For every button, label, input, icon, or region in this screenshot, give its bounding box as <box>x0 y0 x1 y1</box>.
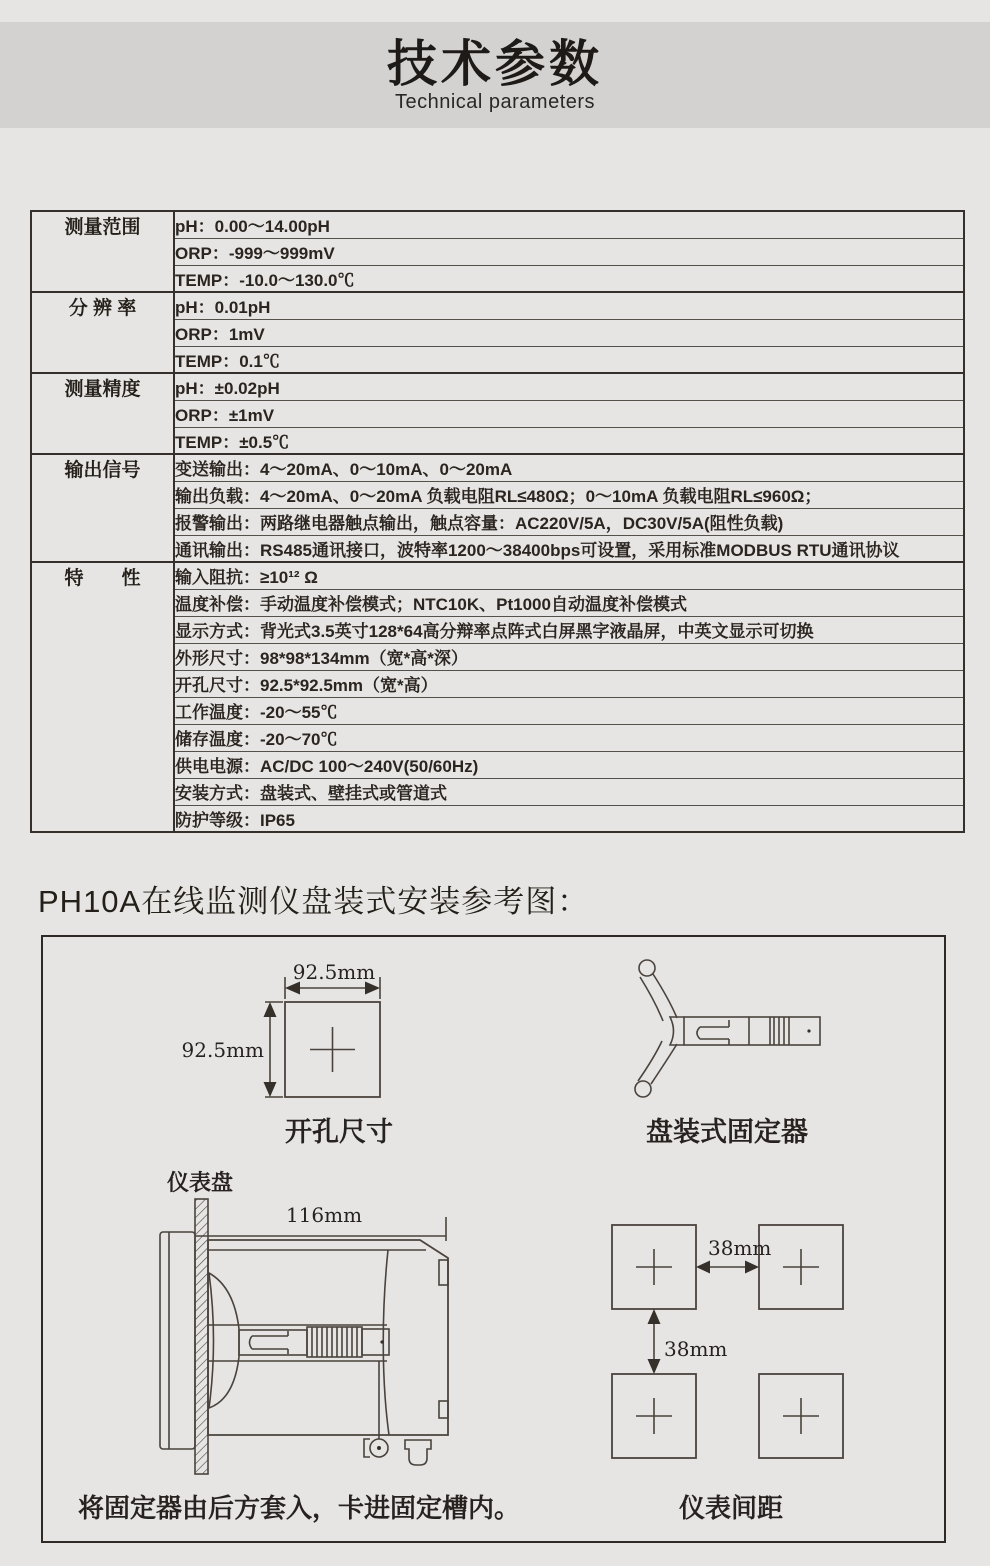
dimension-label: 92.5mm <box>292 960 376 984</box>
spec-value: pH：0.00～14.00pH <box>174 211 964 238</box>
spec-value: 开孔尺寸：92.5*92.5mm（宽*高） <box>174 670 964 697</box>
arrow-down-icon <box>264 1082 277 1097</box>
spec-value: ORP：1mV <box>174 319 964 346</box>
arrow-left-icon <box>696 1261 710 1274</box>
handle-end <box>635 1081 651 1097</box>
spec-value: 通讯输出：RS485通讯接口，波特率1200～38400bps可设置，采用标准MODBUS RTU通讯协议 <box>174 535 964 562</box>
instrument-body <box>208 1240 448 1435</box>
shaft-slot <box>697 1020 729 1045</box>
table-row <box>31 562 964 589</box>
rear-latch <box>439 1260 448 1285</box>
diagram-caption: 将固定器由后方套入，卡进固定槽内。 <box>77 1493 521 1523</box>
dimension-label: 116mm <box>285 1203 363 1227</box>
table-row <box>31 454 964 481</box>
center-cross-icon <box>783 1249 819 1285</box>
row-group-label: 特 性 <box>31 562 174 832</box>
thread-lines <box>312 1327 357 1357</box>
table-row <box>31 292 964 319</box>
spec-value: 输入阻抗：≥10¹² Ω <box>174 562 964 589</box>
eye-bracket <box>364 1439 370 1457</box>
section-title: PH10A在线监测仪盘装式安装参考图： <box>38 884 590 919</box>
extension-lines <box>265 977 380 1097</box>
fixator-shaft <box>684 1017 820 1045</box>
shaft-slot <box>250 1331 289 1354</box>
shaft-segments <box>749 1017 789 1045</box>
screw-end <box>362 1329 389 1355</box>
header-band <box>0 22 990 128</box>
spec-value: 防护等级：IP65 <box>174 805 964 832</box>
page-subtitle: Technical parameters <box>394 91 596 113</box>
table-row <box>31 211 964 238</box>
center-cross-icon <box>636 1398 672 1434</box>
pin-dot <box>380 1340 383 1343</box>
spec-value: 储存温度：-20～70℃ <box>174 724 964 751</box>
row-group-label: 测量精度 <box>31 373 174 454</box>
thread-lines <box>774 1017 784 1045</box>
center-cross-icon <box>783 1398 819 1434</box>
dimension-label: 92.5mm <box>181 1038 264 1062</box>
diagram-box <box>41 935 946 1543</box>
panel-wall <box>195 1199 208 1474</box>
handle-hub <box>670 1017 684 1045</box>
panel-label: 仪表盘 <box>167 1170 234 1195</box>
spec-value: 安装方式：盘装式、壁挂式或管道式 <box>174 778 964 805</box>
hole-size-diagram <box>182 960 393 1147</box>
cable-gland <box>405 1440 431 1465</box>
spec-value: 工作温度：-20～55℃ <box>174 697 964 724</box>
spec-value: TEMP：0.1℃ <box>174 346 964 373</box>
spec-value: 温度补偿：手动温度补偿模式；NTC10K、Pt1000自动温度补偿模式 <box>174 589 964 616</box>
spec-value: 变送输出：4～20mA、0～10mA、0～20mA <box>174 454 964 481</box>
rear-latch <box>439 1401 448 1418</box>
center-cross-icon <box>636 1249 672 1285</box>
spec-value: TEMP：±0.5℃ <box>174 427 964 454</box>
panel-fixator-diagram <box>635 960 820 1147</box>
spec-value: pH：±0.02pH <box>174 373 964 400</box>
body-seam <box>383 1250 389 1435</box>
row-group-label: 测量范围 <box>31 211 174 292</box>
spec-value: 外形尺寸：98*98*134mm（宽*高*深） <box>174 643 964 670</box>
diagram-caption: 盘装式固定器 <box>646 1117 808 1147</box>
ground-eye-center <box>377 1446 381 1450</box>
row-group-label: 分 辨 率 <box>31 292 174 373</box>
diagram-caption: 仪表间距 <box>678 1493 784 1523</box>
arrow-up-icon <box>648 1309 661 1324</box>
spec-value: 报警输出：两路继电器触点输出，触点容量：AC220V/5A，DC30V/5A(阻性负载) <box>174 508 964 535</box>
center-cross-icon <box>310 1027 355 1072</box>
installation-diagram <box>43 937 944 1541</box>
spec-value: 显示方式：背光式3.5英寸128*64高分辩率点阵式白屏黑字液晶屏，中英文显示可切换 <box>174 616 964 643</box>
spec-value: TEMP：-10.0～130.0℃ <box>174 265 964 292</box>
handle-arm <box>640 974 677 1021</box>
spec-value: ORP：-999～999mV <box>174 238 964 265</box>
spec-value: 供电电源：AC/DC 100～240V(50/60Hz) <box>174 751 964 778</box>
screw-section <box>307 1327 362 1357</box>
handle-arm <box>638 1041 677 1084</box>
spec-value: 输出负载：4～20mA、0～20mA 负载电阻RL≤480Ω；0～10mA 负载电阻RL≤960Ω； <box>174 481 964 508</box>
spec-table <box>30 210 965 833</box>
spec-value: ORP：±1mV <box>174 400 964 427</box>
panel-mount-side-view <box>78 1170 520 1524</box>
arrow-up-icon <box>264 1002 277 1017</box>
spec-value: pH：0.01pH <box>174 292 964 319</box>
diagram-caption: 开孔尺寸 <box>285 1117 393 1147</box>
page-title: 技术参数 <box>387 36 603 92</box>
row-group-label: 输出信号 <box>31 454 174 562</box>
handle-end <box>639 960 655 976</box>
pin-dot <box>807 1029 810 1032</box>
dimension-label: 38mm <box>708 1236 772 1260</box>
arrow-right-icon <box>745 1261 759 1274</box>
dimension-label: 38mm <box>664 1337 728 1361</box>
arrow-down-icon <box>648 1359 661 1374</box>
table-row <box>31 373 964 400</box>
front-bezel <box>160 1232 195 1449</box>
instrument-spacing-diagram <box>612 1225 843 1523</box>
clamp-side <box>209 1273 239 1408</box>
